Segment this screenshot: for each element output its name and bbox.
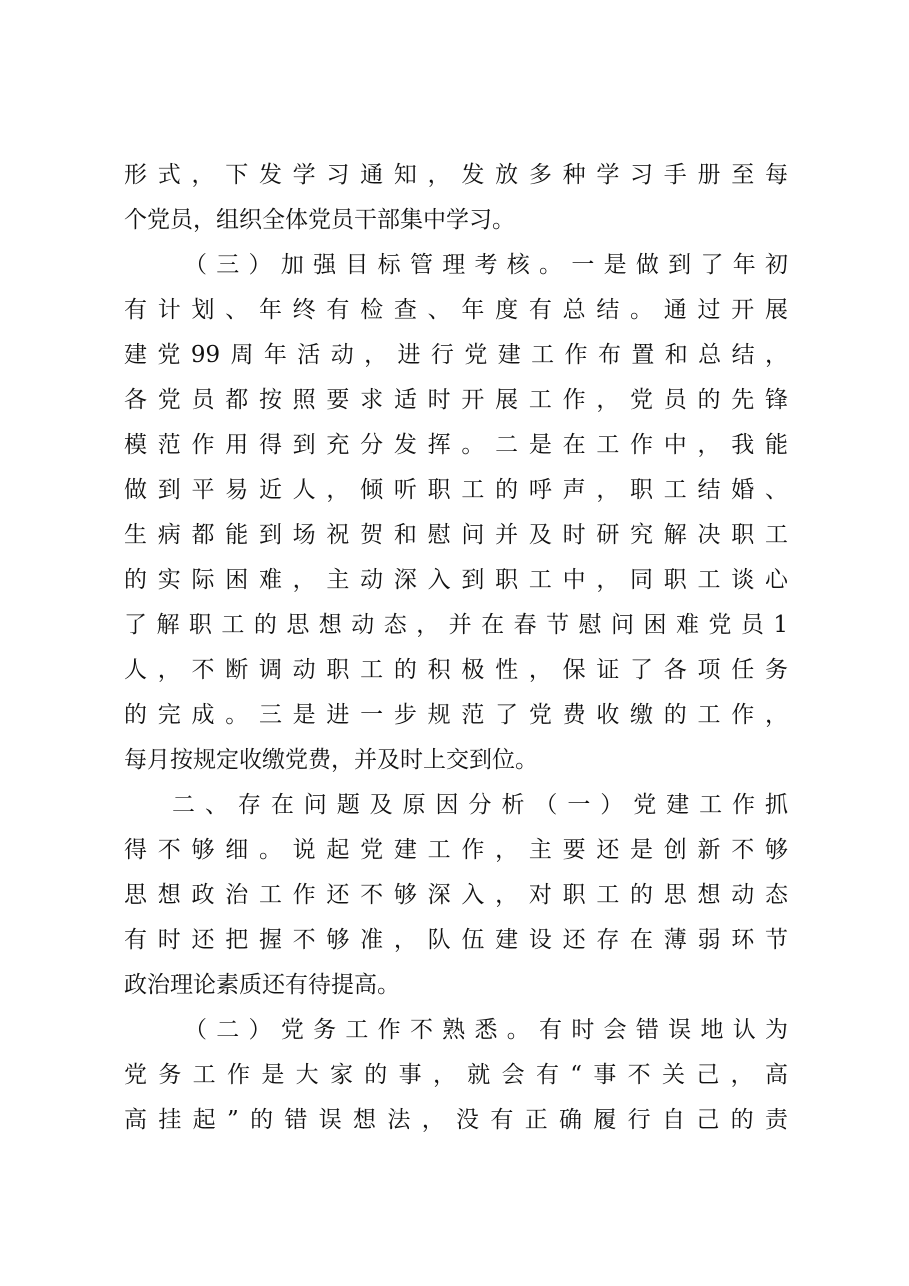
text-line: 做到平易近人，倾听职工的呼声，职工结婚、 — [124, 477, 788, 503]
text-line: 政治理论素质还有待提高。 — [124, 972, 400, 998]
text-line: 模范作用得到充分发挥。二是在工作中，我能 — [124, 432, 788, 458]
text-line: 生病都能到场祝贺和慰问并及时研究解决职工 — [124, 522, 788, 548]
text-line: 每月按规定收缴党费，并及时上交到位。 — [124, 747, 538, 773]
section-heading-line: 二、存在问题及原因分析（一）党建工作抓 — [172, 792, 788, 818]
text-line: 的完成。三是进一步规范了党费收缴的工作， — [124, 702, 788, 728]
paragraph-start-line: （二）党务工作不熟悉。有时会错误地认为 — [184, 1017, 788, 1043]
text-line: 得不够细。说起党建工作，主要还是创新不够 — [124, 837, 788, 863]
text-line: 思想政治工作还不够深入，对职工的思想动态 — [124, 882, 788, 908]
text-line: 个党员，组织全体党员干部集中学习。 — [124, 207, 515, 233]
text-line: 的实际困难，主动深入到职工中，同职工谈心 — [124, 567, 788, 593]
text-line: 有计划、年终有检查、年度有总结。通过开展 — [124, 297, 788, 323]
text-line: 高挂起”的错误想法，没有正确履行自己的责 — [124, 1107, 788, 1133]
text-line: 各党员都按照要求适时开展工作，党员的先锋 — [124, 387, 788, 413]
text-line: 有时还把握不够准，队伍建设还存在薄弱环节 — [124, 927, 788, 953]
document-body — [124, 153, 788, 1143]
paragraph-start-line: （三）加强目标管理考核。一是做到了年初 — [184, 252, 788, 278]
text-line: 形式，下发学习通知，发放多种学习手册至每 — [124, 162, 788, 188]
text-line: 建党99周年活动，进行党建工作布置和总结， — [124, 342, 788, 368]
text-line: 人，不断调动职工的积极性，保证了各项任务 — [124, 657, 788, 683]
text-line: 了解职工的思想动态，并在春节慰问困难党员1 — [124, 612, 788, 638]
text-line: 党务工作是大家的事，就会有“事不关己，高 — [124, 1062, 788, 1088]
